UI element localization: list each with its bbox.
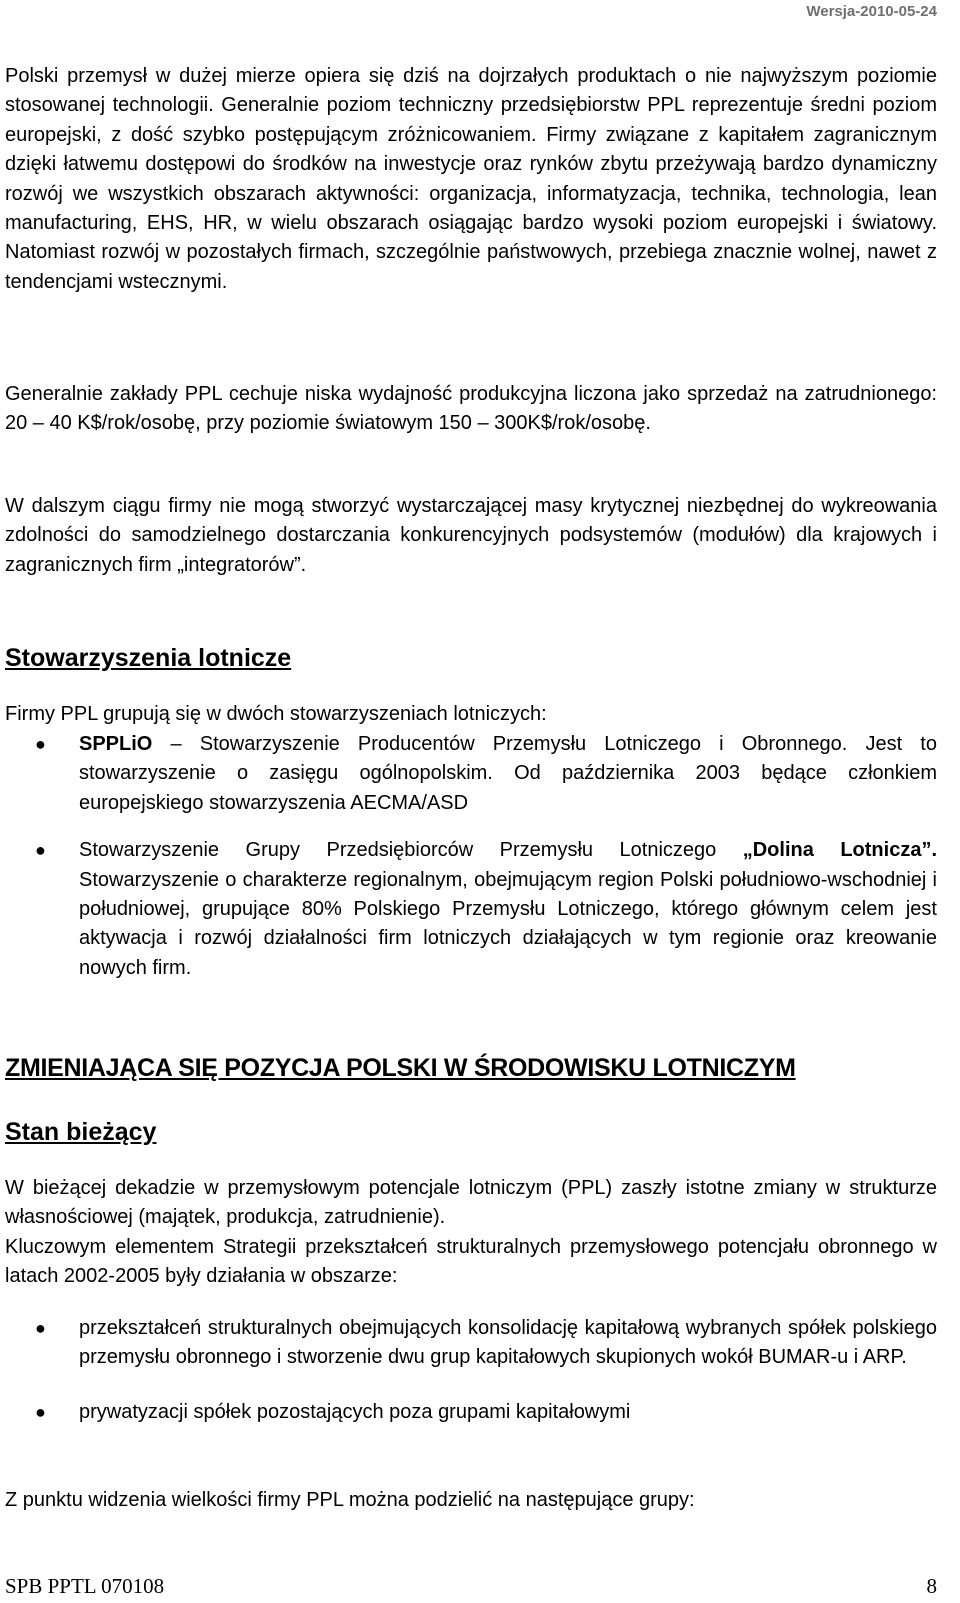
- page-number: 8: [926, 1574, 937, 1598]
- bullet-icon: ●: [35, 734, 46, 754]
- heading-position: ZMIENIAJĄCA SIĘ POZYCJA POLSKI W ŚRODOWISKU LOTNICZYM: [5, 1054, 796, 1082]
- footer-doc-id: SPB PPTL 070108: [5, 1574, 165, 1598]
- bullet-icon: ●: [35, 1401, 46, 1422]
- page-footer: [5, 1572, 937, 1603]
- item-text: prywatyzacji spółek pozostających poza grupami kapitałowymi: [79, 1400, 631, 1423]
- item-text: – Stowarzyszenie Producentów Przemysłu Lotniczego i Obronnego. Jest to stowarzyszenie o zasięgu ogólnopolskim. Od października 2003 będące członkiem europejskiego stowarzyszenia AECMA/ASD: [79, 733, 937, 814]
- item-text: Stowarzyszenie o charakterze regionalnym, obejmującym region Polski południowo-wschodniej i południowej, grupujące 80% Polskiego Przemysłu Lotniczego, którego głównym celem jest aktywacja i rozwój działalności firm lotniczych działających w tym regionie oraz kreowanie nowych firm.: [79, 868, 937, 979]
- paragraph-industry-level: Polski przemysł w dużej mierze opiera się dziś na dojrzałych produktach o nie najwyższym poziomie stosowanej technologii. Generalnie poziom techniczny przedsiębiorstw PPL reprezentuje średni poziom europejski, z dość szybko postępującym zróżnicowaniem. Firmy związane z kapitałem zagranicznym dzięki łatwemu dostępowi do środków na inwestycje oraz rynków zbytu przeżywają bardzo dynamiczny rozwój we wszystkich obszarach aktywności: organizacja, informatyzacja, technika, technologia, lean manufacturing, EHS, HR, w wielu obszarach osiągając bardzo wysoki poziom europejski i światowy. Natomiast rozwój w pozostałych firmach, szczególnie państwowych, przebiega znacznie wolnej, nawet z tendencjami wstecznymi.: [5, 65, 937, 293]
- version-label: Wersja-2010-05-24: [806, 3, 937, 20]
- associations-list: [5, 730, 937, 983]
- bullet-icon: ●: [35, 840, 46, 861]
- paragraph-ownership-changes: W bieżącej dekadzie w przemysłowym potencjale lotniczym (PPL) zaszły istotne zmiany w strukturze własnościowej (majątek, produkcja, zatrudnienie).: [5, 1177, 937, 1229]
- current-state-text: [5, 1174, 937, 1292]
- strategy-list: [5, 1314, 937, 1427]
- item-name-spplio: SPPLiO: [79, 733, 153, 755]
- list-item: [5, 1398, 937, 1427]
- document-page: [5, 0, 937, 1603]
- paragraph-strategy: Kluczowym elementem Strategii przekształceń strukturalnych przemysłowego potencjału obronnego w latach 2002-2005 były działania w obszarze:: [5, 1235, 937, 1288]
- list-item: [5, 1314, 937, 1373]
- associations-intro: Firmy PPL grupują się w dwóch stowarzyszeniach lotniczych:: [5, 703, 547, 725]
- heading-associations: Stowarzyszenia lotnicze: [5, 644, 292, 672]
- heading-current-state: Stan bieżący: [5, 1118, 157, 1146]
- list-item: [5, 836, 937, 983]
- paragraph-groups: Z punktu widzenia wielkości firmy PPL można podzielić na następujące grupy:: [5, 1489, 695, 1511]
- bullet-icon: ●: [35, 1318, 46, 1338]
- item-text: Stowarzyszenie Grupy Przedsiębiorców Przemysłu Lotniczego: [79, 839, 743, 862]
- paragraph-productivity: Generalnie zakłady PPL cechuje niska wydajność produkcyjna liczona jako sprzedaż na zatrudnionego: 20 – 40 K$/rok/osobę, przy poziomie światowym 150 – 300K$/rok/osobę.: [5, 383, 937, 435]
- list-item: [5, 730, 937, 818]
- item-name-dolina: „Dolina Lotnicza”.: [742, 839, 937, 862]
- paragraph-critical-mass: W dalszym ciągu firmy nie mogą stworzyć wystarczającej masy krytycznej niezbędnej do wykreowania zdolności do samodzielnego dostarczania konkurencyjnych podsystemów (modułów) dla krajowych i zagranicznych firm „integratorów”.: [5, 495, 937, 576]
- item-text: przekształceń strukturalnych obejmujących konsolidację kapitałową wybranych spółek polskiego przemysłu obronnego i stworzenie dwu grup kapitałowych skupionych wokół BUMAR-u i ARP.: [79, 1317, 937, 1369]
